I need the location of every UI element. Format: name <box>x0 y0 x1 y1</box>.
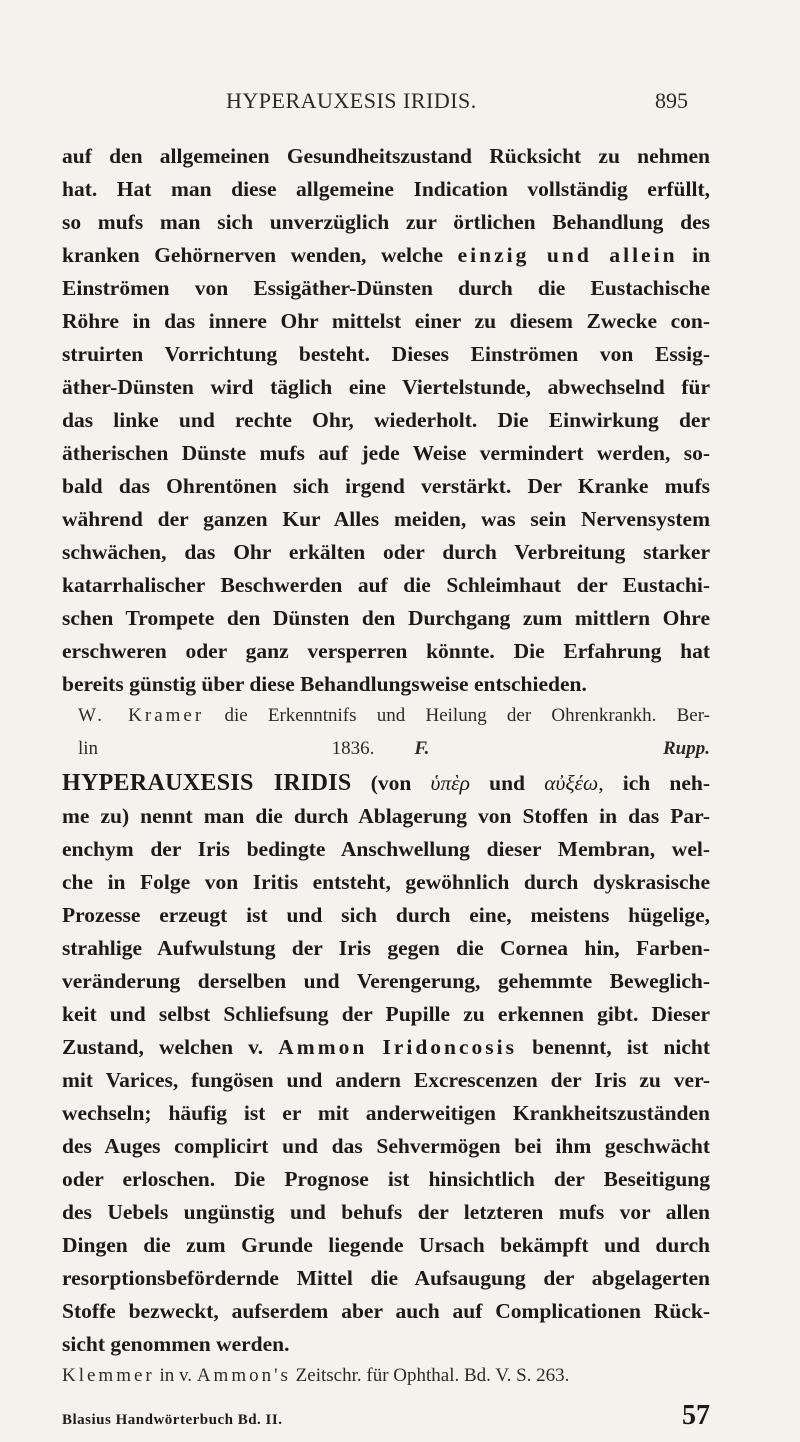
sheet-number: 57 <box>682 1400 710 1431</box>
text-line: veränderung derselben und Verengerung, gehemmte Beweglich- <box>62 969 710 993</box>
page-header <box>0 88 800 118</box>
page-footer <box>62 1400 710 1440</box>
text-line: Einströmen von Essigäther-Dünsten durch die Eustachische <box>62 276 710 300</box>
text-line: strahlige Aufwulstung der Iris gegen die Cornea hin, Farben- <box>62 936 710 960</box>
text-line: resorptionsbefördernde Mittel die Aufsaugung der abgelagerten <box>62 1266 710 1290</box>
text-line: während der ganzen Kur Alles meiden, was sein Nervensystem <box>62 507 710 531</box>
text-line: kranken Gehörnerven wenden, welche einzig und allein in <box>62 243 710 267</box>
greek-word: αὐξέω, <box>544 771 604 795</box>
citation-author: Klemmer <box>62 1365 155 1386</box>
text-line: wechseln; häufig ist er mit anderweitigen Krankheitszuständen <box>62 1101 710 1125</box>
text-line: bereits günstig über diese Behandlungsweise entschieden. <box>62 672 587 696</box>
text-line: schen Trompete den Dünsten den Durchgang zum mittlern Ohre <box>62 606 710 630</box>
text-line: Stoffe bezweckt, aufserdem aber auch auf Complicationen Rück- <box>62 1299 710 1323</box>
text-line: Dingen die zum Grunde liegende Ursach bekämpft und durch <box>62 1233 710 1257</box>
citation-line: lin 1836. F. Rupp. <box>78 738 710 759</box>
running-title: HYPERAUXESIS IRIDIS. <box>226 88 477 113</box>
greek-word: ὑπὲρ <box>430 771 470 795</box>
text-line: bald das Ohrentönen sich irgend verstärkt. Der Kranke mufs <box>62 474 710 498</box>
text-line: hat. Hat man diese allgemeine Indication vollständig erfüllt, <box>62 177 710 201</box>
text-line: so mufs man sich unverzüglich zur örtlichen Behandlung des <box>62 210 710 234</box>
citation-line: Klemmer in v. Ammon's Zeitschr. für Ophthal. Bd. V. S. 263. <box>62 1365 570 1386</box>
text-line: Röhre in das innere Ohr mittelst einer zu diesem Zwecke con- <box>62 309 710 333</box>
text-line: erschweren oder ganz versperren könnte. Die Erfahrung hat <box>62 639 710 663</box>
emphasis-text: einzig und allein <box>457 243 678 267</box>
text-line: Zustand, welchen v. Ammon Iridoncosis benennt, ist nicht <box>62 1035 710 1059</box>
text-line: katarrhalischer Beschwerden auf die Schleimhaut der Eustachi- <box>62 573 710 597</box>
author-signature: F. Rupp. <box>414 738 710 759</box>
citation-line: W. Kramer die Erkenntnifs und Heilung der Ohrenkrankh. Ber- <box>78 705 710 726</box>
text-line: Prozesse erzeugt ist und sich durch eine, meistens hügelige, <box>62 903 710 927</box>
text-line: äther-Dünsten wird täglich eine Viertelstunde, abwechselnd für <box>62 375 710 399</box>
text-line: keit und selbst Schliefsung der Pupille zu erkennen gibt. Dieser <box>62 1002 710 1026</box>
text-body <box>62 140 710 1394</box>
text-line: mit Varices, fungösen und andern Excrescenzen der Iris zu ver- <box>62 1068 710 1092</box>
emphasis-text: Ammon <box>278 1035 368 1059</box>
entry-headword: HYPERAUXESIS IRIDIS <box>62 770 352 796</box>
citation-author: W. Kramer <box>78 705 205 726</box>
text-line: ätherischen Dünste mufs auf jede Weise vermindert werden, so- <box>62 441 710 465</box>
text-line: schwächen, das Ohr erkälten oder durch Verbreitung starker <box>62 540 710 564</box>
text-line: enchym der Iris bedingte Anschwellung dieser Membran, wel- <box>62 837 710 861</box>
signature-mark: Blasius Handwörterbuch Bd. II. <box>62 1412 283 1428</box>
emphasis-text: Iridoncosis <box>382 1035 518 1059</box>
text-line: auf den allgemeinen Gesundheitszustand Rücksicht zu nehmen <box>62 144 710 168</box>
text-line: me zu) nennt man die durch Ablagerung von Stoffen in das Par- <box>62 804 710 828</box>
page-number: 895 <box>655 88 688 113</box>
text-line: sicht genommen werden. <box>62 1332 290 1356</box>
text-line: oder erloschen. Die Prognose ist hinsichtlich der Beseitigung <box>62 1167 710 1191</box>
text-line: das linke und rechte Ohr, wiederholt. Die Einwirkung der <box>62 408 710 432</box>
text-line: che in Folge von Iritis entsteht, gewöhnlich durch dyskrasische <box>62 870 710 894</box>
text-line: struirten Vorrichtung besteht. Dieses Einströmen von Essig- <box>62 342 710 366</box>
emphasis-text: Ammon's <box>196 1365 291 1386</box>
entry-first-line: HYPERAUXESIS IRIDIS (von ὑπὲρ und αὐξέω, ich neh- <box>62 770 710 796</box>
text-line: des Auges complicirt und das Sehvermögen bei ihm geschwächt <box>62 1134 710 1158</box>
text-line: des Uebels ungünstig und behufs der letzteren mufs vor allen <box>62 1200 710 1224</box>
